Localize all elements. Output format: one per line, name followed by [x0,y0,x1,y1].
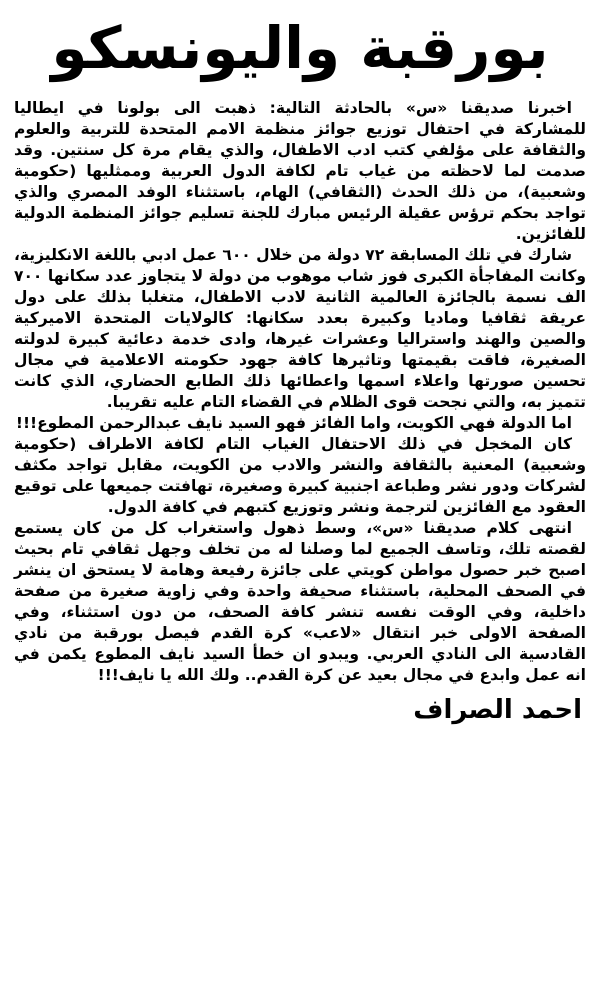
author-byline: احمد الصراف [413,695,582,725]
paragraph: انتهى كلام صديقنا «س»، وسط ذهول واستغراب كل من كان يستمع لقصته تلك، وتاسف الجميع لما وصلنا له من تخلف وجهل ثقافي تام بحيث اصبح خبر حصول مواطن كويتي على جائزة رفيعة وهامة لا يستحق ان ينشر في الصحف المحلية، باستثناء صحيفة واحدة وفي زاوية صغيرة من صفحة داخلية، وفي الوقت نفسه تنشر كافة الصحف، من دون استثناء، وفي الصفحة الاولى خبر انتقال «لاعب» كرة القدم فيصل بورقبة من نادي القادسية الى النادي العربي. ويبدو ان خطأ السيد نايف المطوع يكمن في انه عمل وابدع في مجال بعيد عن كرة القدم.. ولك الله يا نايف!!! [14,519,586,684]
paragraph: شارك في تلك المسابقة ٧٢ دولة من خلال ٦٠٠ عمل ادبي باللغة الانكليزية، وكانت المفاجأة الكبرى فوز شاب موهوب من دولة لا يتجاوز عدد سكانها ٧٠٠ الف نسمة بالجائزة العالمية الثانية لادب الاطفال، متغلبا بذلك على دول عريقة ثقافيا وماديا وكبيرة بعدد سكانها: كالولايات المتحدة الاميركية والصين والهند واستراليا وعشرات غيرها، وادى خدمة دعائية كبيرة لدولته الصغيرة، فاقت بقيمتها وتاثيرها كافة جهود حكومته الاعلامية في مجال تحسين صورتها واعلاء اسمها واعطائها ذلك الطابع الحضاري، الذي كانت تتميز به، والتي نجحت قوى الظلام في القضاء التام عليه تقريبا. [14,246,586,411]
paragraph: اخبرنا صديقنا «س» بالحادثة التالية: ذهبت الى بولونا في ايطاليا للمشاركة في احتفال توزيع جوائز منظمة الامم المتحدة للتربية والعلوم والثقافة على مؤلفي كتب ادب الاطفال، والذي يقام مرة كل سنتين. وقد صدمت لما لاحظته من غياب تام لكافة الدول العربية وممثليها (حكومية وشعبية)، من ذلك الحدث (الثقافي) الهام، باستثناء الوفد المصري والذي تواجد بحكم ترؤس عقيلة الرئيس مبارك للجنة تسليم جوائز المنظمة الدولية للفائزين. [14,99,586,243]
paragraph: كان المخجل في ذلك الاحتفال الغياب التام لكافة الاطراف (حكومية وشعبية) المعنية بالثقافة والنشر والادب من الكويت، مقابل تواجد مكثف لشركات ودور نشر وطباعة اجنبية كبيرة وصغيرة، تهافتت جميعها على توقيع العقود مع الفائزين لترجمة ونشر وتوزيع كتبهم في كافة الدول. [14,435,586,516]
headline: بورقبة واليونسكو [51,14,549,82]
article-body [14,98,586,686]
paragraph: اما الدولة فهي الكويت، واما الفائز فهو السيد نايف عبدالرحمن المطوع!!! [15,414,572,432]
